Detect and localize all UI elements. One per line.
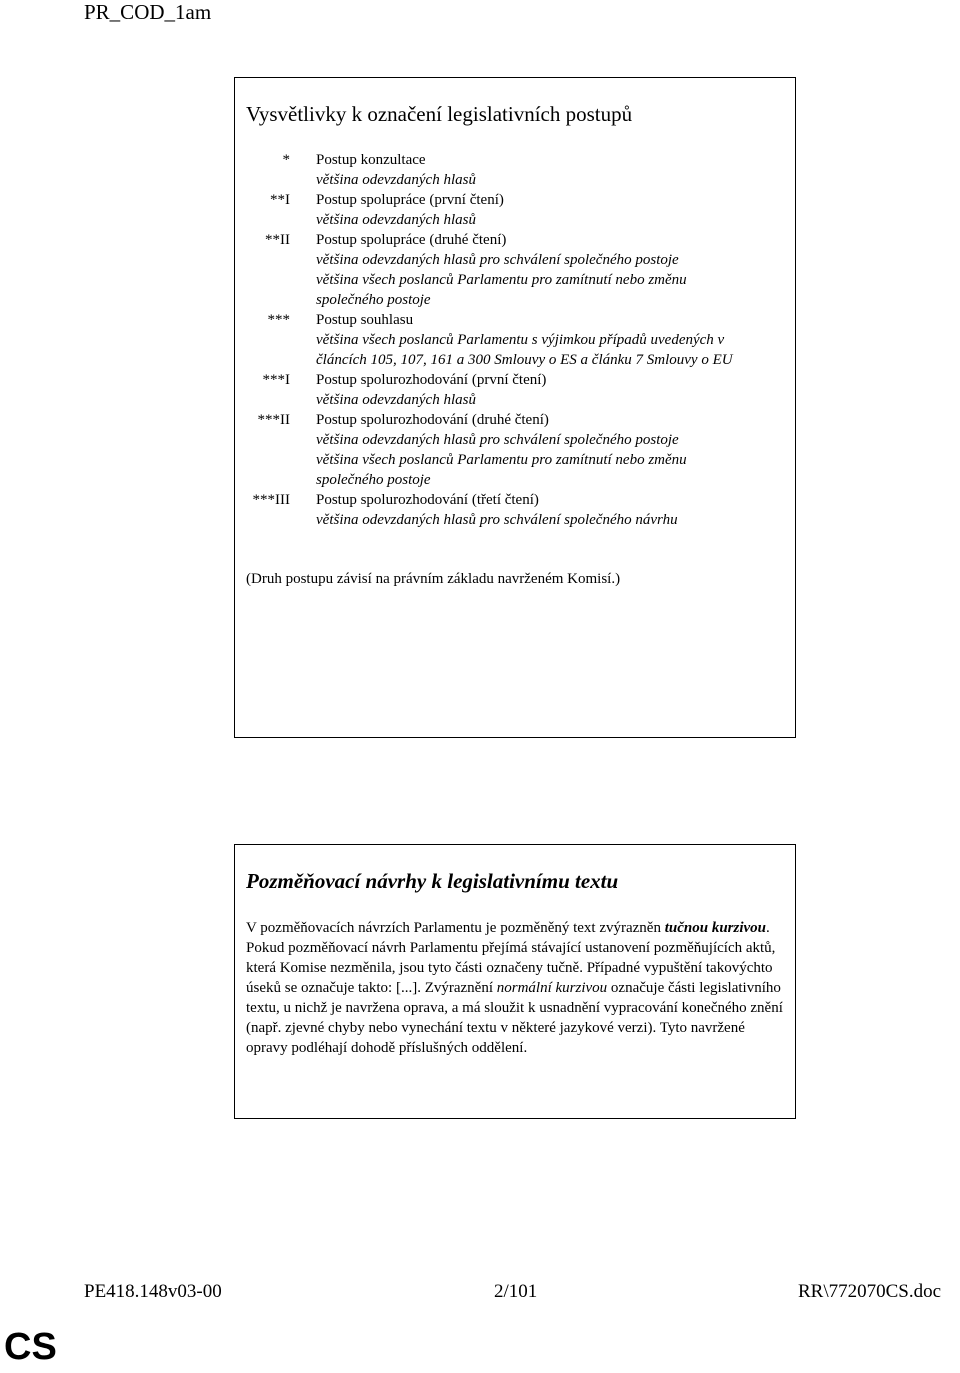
procedure-row [235, 370, 795, 410]
procedure-symbol: **I [270, 192, 290, 208]
procedure-description [316, 310, 756, 370]
procedure-description [316, 150, 756, 190]
procedure-description [316, 230, 756, 310]
para-part-1: V pozměňovacích návrzích Parlamentu je pozměněný text zvýrazněn [246, 920, 665, 936]
procedure-majority: většina odevzdaných hlasů pro schválení společného postoje [316, 432, 679, 448]
procedure-majority: většina odevzdaných hlasů pro schválení společného návrhu [316, 512, 678, 528]
procedure-majority: většina odevzdaných hlasů [316, 212, 476, 228]
procedure-description [316, 410, 756, 490]
procedure-row [235, 190, 795, 230]
procedure-name: Postup konzultace [316, 152, 426, 168]
procedure-majority: většina odevzdaných hlasů [316, 172, 476, 188]
para-italic: normální kurzivou [496, 980, 608, 996]
procedure-name: Postup spolurozhodování (první čtení) [316, 372, 547, 388]
procedure-symbol: **II [265, 232, 290, 248]
language-code: CS [4, 1326, 57, 1368]
para-part-3: označuje části legislativního textu, u nichž je navržena oprava, a má sloužit k usnadnění vypracování konečného znění (např. zjevné chyby nebo vynechání textu v některé jazykové verzi). Tyto navržené opravy podléhají dohodě příslušných oddělení. [246, 980, 783, 1056]
procedure-majority: většina všech poslanců Parlamentu pro zamítnutí nebo změnu společného postoje [316, 452, 687, 488]
procedure-symbol: ***I [262, 372, 290, 388]
amendments-paragraph [246, 918, 786, 1058]
procedure-list [235, 150, 795, 530]
procedure-name: Postup spolurozhodování (třetí čtení) [316, 492, 539, 508]
legend-box [234, 77, 796, 738]
para-part-2: . Pokud pozměňovací návrh Parlamentu přejímá stávající ustanovení pozměňujících aktů, která Komise nezměnila, jsou tyto části označeny tučně. Případné vypuštění takovýchto úseků se označuje takto: [...]. Zvýraznění [246, 920, 776, 996]
procedure-description [316, 190, 756, 230]
procedure-description [316, 370, 756, 410]
procedure-symbol: ***II [257, 412, 290, 428]
procedure-symbol: ***III [252, 492, 290, 508]
doc-code: PR_COD_1am [84, 0, 212, 24]
procedure-majority: většina všech poslanců Parlamentu s výjimkou případů uvedených v článcích 105, 107, 161 a 300 Smlouvy o ES a článku 7 Smlouvy o EU [316, 332, 733, 368]
procedure-majority: většina odevzdaných hlasů [316, 392, 476, 408]
footer-ref: PE418.148v03-00 [84, 1281, 222, 1302]
procedure-name: Postup spolupráce (druhé čtení) [316, 232, 507, 248]
procedure-name: Postup spolurozhodování (druhé čtení) [316, 412, 549, 428]
procedure-symbol: *** [267, 312, 290, 328]
procedure-row [235, 490, 795, 530]
legend-note: (Druh postupu závisí na právním základu navrženém Komisí.) [246, 571, 621, 587]
procedure-name: Postup souhlasu [316, 312, 414, 328]
legend-title: Vysvětlivky k označení legislativních postupů [246, 102, 633, 126]
procedure-majority: většina všech poslanců Parlamentu pro zamítnutí nebo změnu společného postoje [316, 272, 687, 308]
procedure-row [235, 150, 795, 190]
para-bold-italic: tučnou kurzivou [664, 920, 767, 936]
procedure-name: Postup spolupráce (první čtení) [316, 192, 504, 208]
procedure-description [316, 490, 756, 530]
procedure-row [235, 230, 795, 310]
procedure-row [235, 410, 795, 490]
procedure-row [235, 310, 795, 370]
procedure-majority: většina odevzdaných hlasů pro schválení společného postoje [316, 252, 679, 268]
amendments-box [234, 844, 796, 1119]
footer-filename: RR\772070CS.doc [798, 1281, 942, 1302]
footer-page-number: 2/101 [494, 1281, 538, 1302]
procedure-symbol: * [282, 152, 290, 168]
amendments-title: Pozměňovací návrhy k legislativnímu textu [246, 869, 619, 893]
